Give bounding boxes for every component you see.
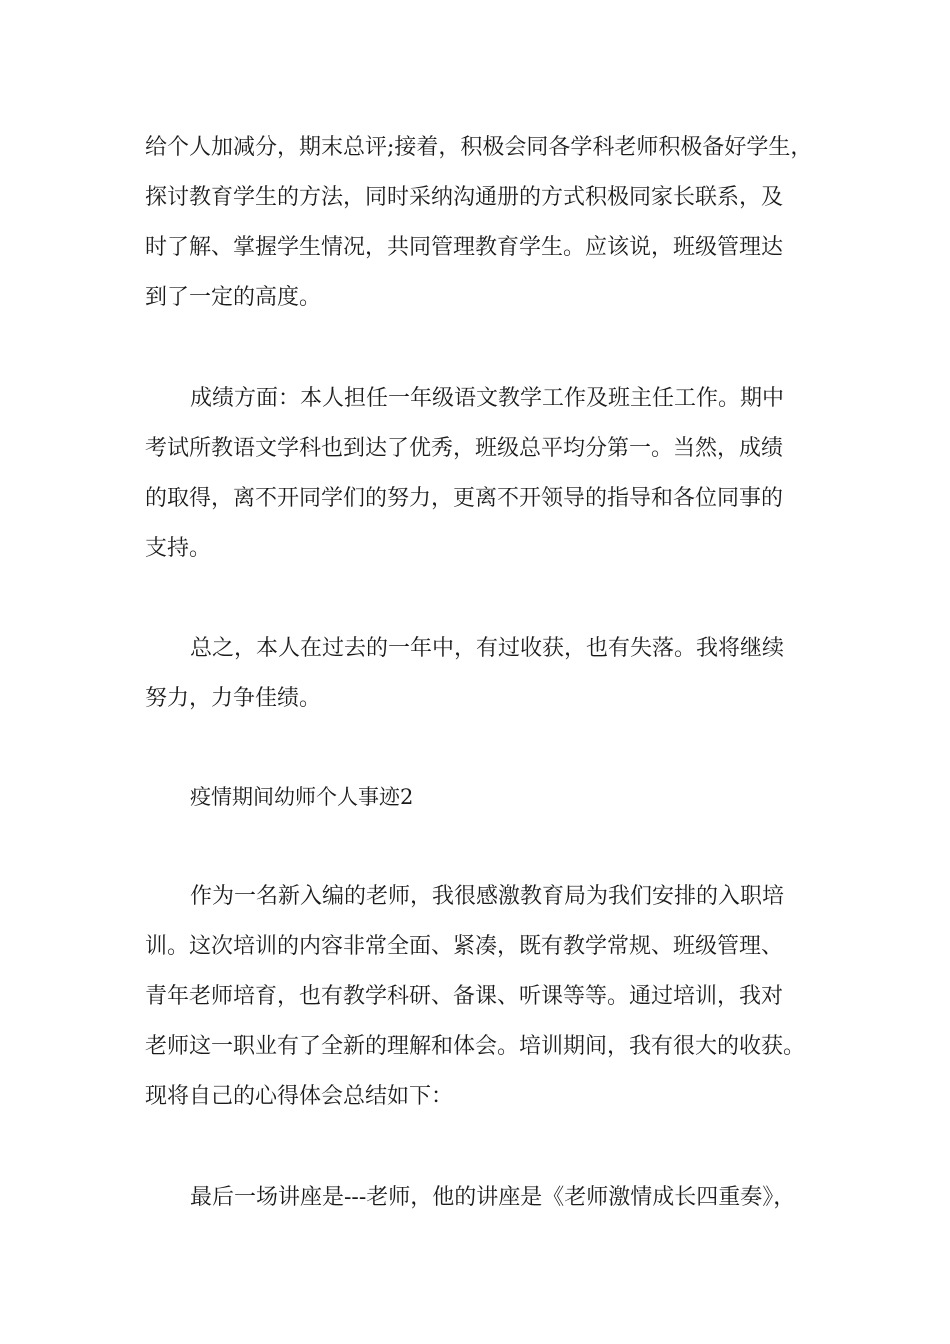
text-line: 成绩方面：本人担任一年级语文教学工作及班主任工作。期中 [190, 386, 785, 411]
text-line: 努力，力争佳绩。 [145, 686, 322, 711]
text-line: 作为一名新入编的老师，我很感激教育局为我们安排的入职培 [190, 884, 785, 909]
text-line: 的取得，离不开同学们的努力，更离不开领导的指导和各位同事的 [145, 486, 784, 511]
text-line: 给个人加减分，期末总评;接着，积极会同各学科老师积极备好学生， [145, 135, 813, 160]
text-line: 最后一场讲座是---老师，他的讲座是《老师激情成长四重奏》， [190, 1185, 796, 1210]
text-line: 到了一定的高度。 [145, 285, 322, 310]
paragraph-class-management [145, 123, 825, 323]
text-line: 训。这次培训的内容非常全面、紧凑，既有教学常规、班级管理、 [145, 934, 784, 959]
text-line: 现将自己的心得体会总结如下： [145, 1084, 454, 1109]
text-line: 总之，本人在过去的一年中，有过收获，也有失落。我将继续 [190, 636, 785, 661]
paragraph-training-intro [145, 872, 825, 1122]
paragraph-summary [145, 624, 825, 724]
paragraph-lecture [145, 1173, 825, 1223]
text-line: 支持。 [145, 536, 212, 561]
text-line: 青年老师培育，也有教学科研、备课、听课等等。通过培训，我对 [145, 984, 784, 1009]
section-heading [145, 772, 825, 822]
text-line: 探讨教育学生的方法，同时采纳沟通册的方式积极同家长联系，及 [145, 185, 784, 210]
text-line: 时了解、掌握学生情况，共同管理教育学生。应该说，班级管理达 [145, 235, 784, 260]
text-line: 老师这一职业有了全新的理解和体会。培训期间，我有很大的收获。 [145, 1034, 806, 1059]
paragraph-achievements [145, 374, 825, 574]
section-heading-text: 疫情期间幼师个人事迹2 [190, 785, 414, 809]
text-line: 考试所教语文学科也到达了优秀，班级总平均分第一。当然，成绩 [145, 436, 784, 461]
